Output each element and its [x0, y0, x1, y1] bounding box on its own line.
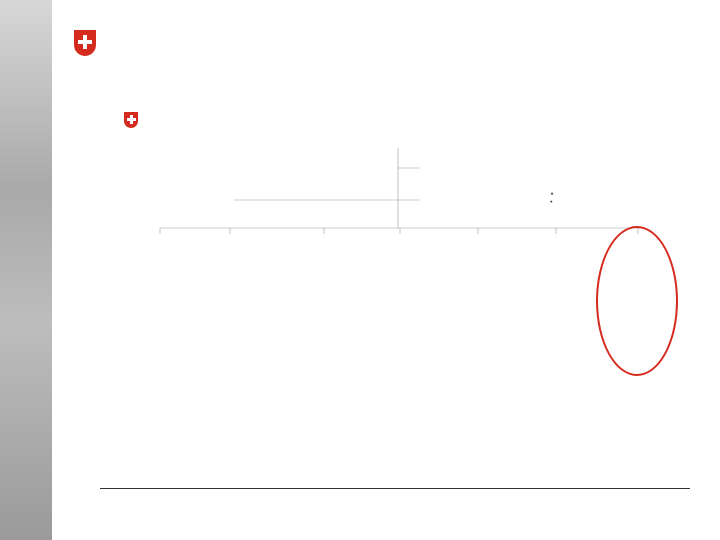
highlight-circle [596, 226, 678, 376]
dot-icon: ● [550, 199, 553, 204]
star-icon: ★ [550, 191, 555, 196]
footer-divider [100, 488, 690, 489]
